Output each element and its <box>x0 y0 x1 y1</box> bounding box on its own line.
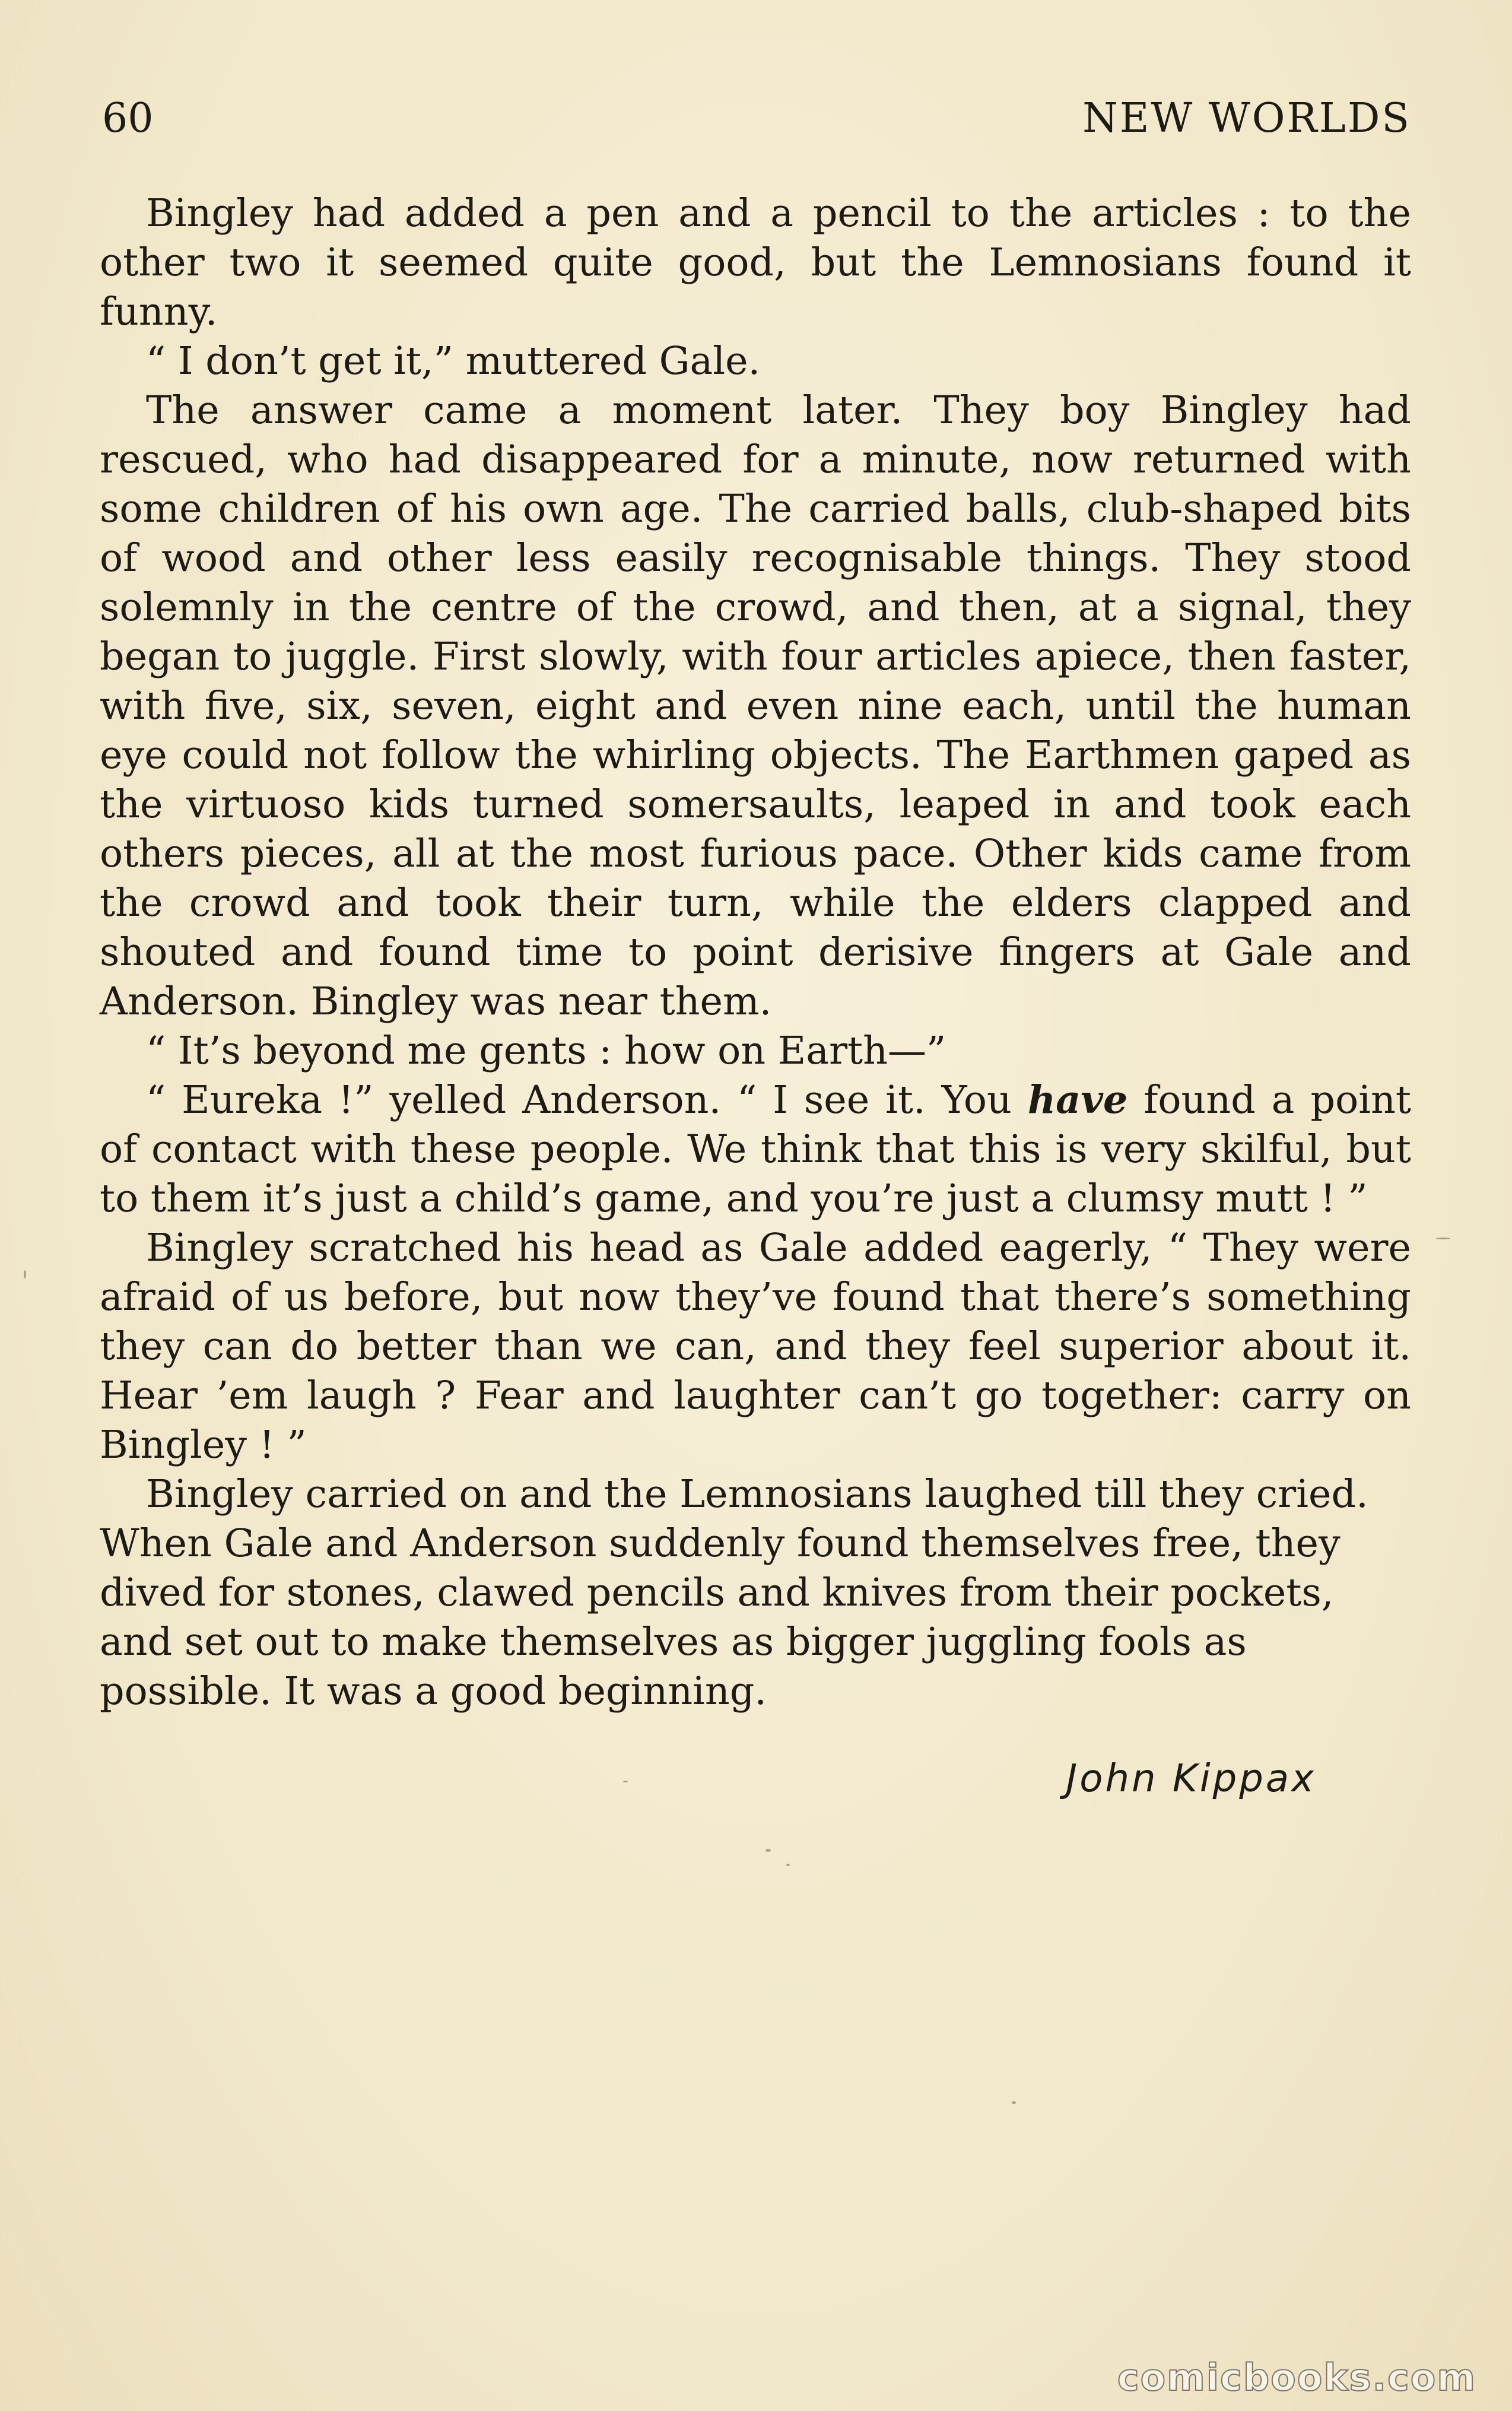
running-head <box>102 89 1411 148</box>
paragraph: “ I don’t get it,” muttered Gale. <box>146 339 761 383</box>
paper-speck <box>1436 1238 1450 1239</box>
paragraph: Bingley carried on and the Lemnosians laughed till they cried. When Gale and Anderson suddenly found themselves free, they dived for stones, clawed pencils and knives from their pockets, and set out to make themselves as bigger juggling fools as possible. It was a good beginning. <box>100 1472 1368 1714</box>
paper-speck <box>765 1849 771 1852</box>
paragraph: Bingley had added a pen and a pencil to the articles : to the other two it seemed quite good, but the Lemnosians found it funny. <box>100 191 1411 334</box>
page-number: 60 <box>102 95 154 142</box>
journal-title: NEW WORLDS <box>1082 95 1411 142</box>
paper-speck <box>1012 2101 1016 2104</box>
paragraph <box>100 1076 1411 1223</box>
story-text <box>100 189 1411 1716</box>
paragraph: Bingley scratched his head as Gale added eagerly, “ They were afraid of us before, but now they’ve found that there’s something they can do better than we can, and they feel superior about it. Hear ’em laugh ? Fear and laughter can’t go together: carry on Bingley ! ” <box>100 1226 1411 1467</box>
paragraph: The answer came a moment later. They boy Bingley had rescued, who had disappeared for a minute, now returned with some children of his own age. The carried balls, club-shaped bits of wood and other less easily recognisable things. They stood solemnly in the centre of the crowd, and then, at a signal, they began to juggle. First slowly, with four articles apiece, then faster, with five, six, seven, eight and even nine each, until the human eye could not follow the whirling objects. The Earthmen gaped as the virtuoso kids turned somersaults, leaped in and took each others pieces, all at the most furious pace. Other kids came from the crowd and took their turn, while the elders clapped and shouted and found time to point derisive fingers at Gale and Anderson. Bingley was near them. <box>100 388 1411 1024</box>
paper-speck <box>623 1781 628 1782</box>
watermark: comicbooks.com <box>1117 2356 1476 2399</box>
paper-speck <box>24 1270 26 1279</box>
author-signature: John Kippax <box>1066 1757 1316 1801</box>
emphasis-text: have <box>1027 1077 1128 1122</box>
paper-speck <box>786 1864 790 1866</box>
paragraph-text: found a point of contact with these people. We think that this is very skilful, but to them it’s just a child’s game, and you’re just a clumsy mutt ! ” <box>100 1078 1411 1221</box>
paragraph-text: “ Eureka !” yelled Anderson. “ I see it. You <box>146 1078 1028 1122</box>
paragraph: “ It’s beyond me gents : how on Earth—” <box>146 1029 946 1073</box>
